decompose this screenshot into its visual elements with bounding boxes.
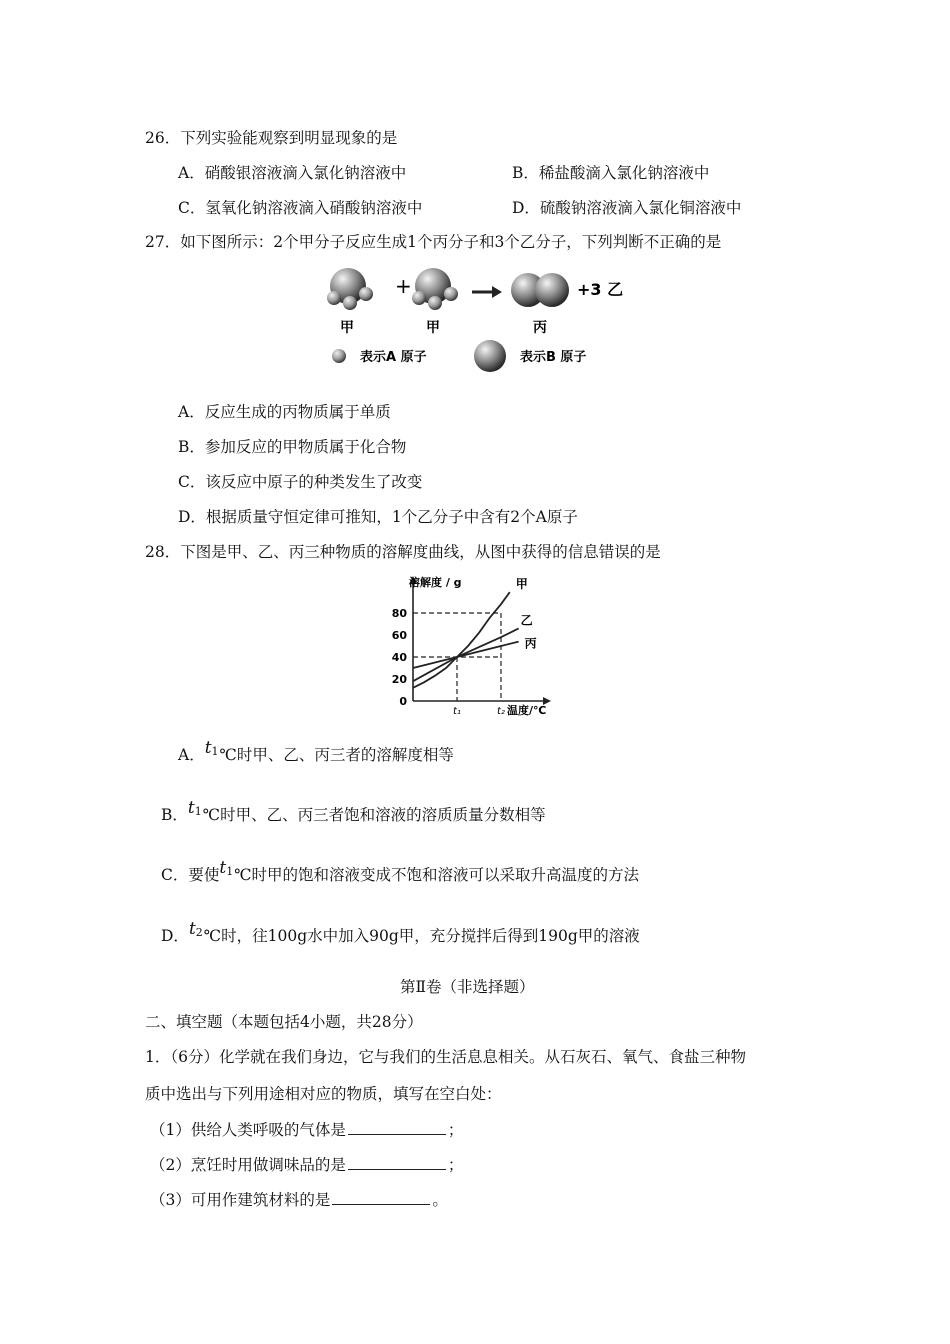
series-label-3: 丙 bbox=[524, 636, 537, 651]
y-tick-label: 0 bbox=[399, 695, 407, 708]
y-tick-label: 20 bbox=[391, 673, 407, 686]
q1-item-3-text: （3）可用作建筑材料的是 bbox=[150, 1191, 331, 1209]
t1-symbol: t bbox=[204, 738, 212, 758]
plus-sign: + bbox=[395, 274, 412, 298]
q26-option-d: D．硫酸钠溶液滴入氯化铜溶液中 bbox=[512, 199, 742, 217]
answer-blank-3[interactable] bbox=[332, 1190, 430, 1205]
q28-option-b-text: ℃时甲、乙、丙三者饱和溶液的溶质质量分数相等 bbox=[202, 806, 546, 824]
q27-option-d: D．根据质量守恒定律可推知，1个乙分子中含有2个A原子 bbox=[178, 508, 578, 526]
series-line-3 bbox=[413, 642, 519, 668]
y-tick-label: 80 bbox=[391, 607, 407, 620]
answer-blank-2[interactable] bbox=[348, 1155, 446, 1170]
t2-symbol: t bbox=[188, 919, 196, 939]
x-axis-label: 温度/℃ bbox=[507, 704, 547, 717]
q1-item-2-end: ； bbox=[447, 1156, 464, 1174]
q26-option-b: B．稀盐酸滴入氯化钠溶液中 bbox=[512, 164, 710, 182]
y-tick-label: 40 bbox=[391, 651, 407, 664]
q1-item-3-end: 。 bbox=[432, 1191, 448, 1209]
plus-three-yi: +3 乙 bbox=[577, 280, 624, 299]
q1-stem-line-1: 1．（6分）化学就在我们身边，它与我们的生活息息相关。从石灰石、氧气、食盐三种物 bbox=[145, 1048, 746, 1066]
section-heading: 二、填空题（本题包括4小题，共28分） bbox=[145, 1013, 423, 1031]
q26-stem: 26．下列实验能观察到明显现象的是 bbox=[145, 129, 398, 147]
volume-title: 第Ⅱ卷（非选择题） bbox=[400, 978, 535, 996]
q27-stem: 27．如下图所示：2个甲分子反应生成1个丙分子和3个乙分子，下列判断不正确的是 bbox=[145, 233, 722, 251]
y-tick-label: 60 bbox=[391, 629, 407, 642]
molecule-jia-2 bbox=[412, 268, 458, 310]
legend-a-text: 表示A 原子 bbox=[360, 350, 427, 365]
t1-symbol: t bbox=[187, 798, 195, 818]
q27-option-c: C．该反应中原子的种类发生了改变 bbox=[178, 473, 423, 491]
t2-subscript: 2 bbox=[195, 926, 203, 939]
answer-blank-1[interactable] bbox=[348, 1120, 446, 1135]
q28-option-b bbox=[161, 798, 546, 827]
solubility-chart bbox=[385, 574, 575, 724]
t1-subscript: 1 bbox=[211, 745, 219, 758]
label-bing: 丙 bbox=[533, 320, 547, 336]
q28-option-d-prefix: D． bbox=[161, 927, 189, 945]
q27-option-b: B．参加反应的甲物质属于化合物 bbox=[178, 438, 407, 456]
x-tick-label: t₁ bbox=[453, 706, 461, 717]
q28-option-c-prefix: C．要使 bbox=[161, 866, 220, 884]
q28-option-c bbox=[161, 858, 640, 887]
q1-item-1 bbox=[150, 1120, 463, 1140]
q1-item-2 bbox=[150, 1155, 463, 1175]
q27-option-a: A．反应生成的丙物质属于单质 bbox=[178, 403, 391, 421]
q1-item-1-end: ； bbox=[447, 1121, 464, 1139]
legend-b-atom-icon bbox=[474, 340, 506, 372]
t1-subscript: 1 bbox=[226, 865, 234, 878]
series-label-1: 甲 bbox=[515, 577, 528, 592]
x-tick-label: t₂ bbox=[497, 706, 505, 717]
reaction-arrow bbox=[472, 286, 502, 298]
legend-a-atom-icon bbox=[332, 349, 346, 363]
molecule-jia-1 bbox=[327, 268, 373, 310]
q1-item-2-text: （2）烹饪时用做调味品的是 bbox=[150, 1156, 346, 1174]
q28-option-d bbox=[161, 919, 640, 948]
label-jia-2: 甲 bbox=[426, 320, 440, 336]
series-label-2: 乙 bbox=[520, 613, 533, 628]
q26-option-a: A．硝酸银溶液滴入氯化钠溶液中 bbox=[178, 164, 407, 182]
q26-option-c: C．氢氧化钠溶液滴入硝酸钠溶液中 bbox=[178, 199, 423, 217]
q28-option-a-prefix: A． bbox=[178, 746, 205, 764]
q1-item-3 bbox=[150, 1190, 448, 1210]
q28-option-c-text: ℃时甲的饱和溶液变成不饱和溶液可以采取升高温度的方法 bbox=[234, 866, 640, 884]
q1-item-1-text: （1）供给人类呼吸的气体是 bbox=[150, 1121, 346, 1139]
q1-stem-line-2: 质中选出与下列用途相对应的物质，填写在空白处： bbox=[145, 1085, 502, 1103]
molecule-bing bbox=[511, 273, 569, 307]
legend-b-text: 表示B 原子 bbox=[520, 350, 587, 365]
q28-stem: 28．下图是甲、乙、丙三种物质的溶解度曲线，从图中获得的信息错误的是 bbox=[145, 543, 661, 561]
q28-option-d-text: ℃时，往100g水中加入90g甲，充分搅拌后得到190g甲的溶液 bbox=[203, 927, 640, 945]
q28-option-a-text: ℃时甲、乙、丙三者的溶解度相等 bbox=[219, 746, 454, 764]
y-axis-label: 溶解度 / g bbox=[409, 576, 462, 589]
t1-symbol: t bbox=[219, 858, 227, 878]
t1-subscript: 1 bbox=[194, 805, 202, 818]
label-jia-1: 甲 bbox=[340, 320, 354, 336]
molecule-reaction-figure bbox=[320, 262, 640, 382]
q28-option-b-prefix: B． bbox=[161, 806, 188, 824]
q28-option-a bbox=[178, 738, 454, 767]
